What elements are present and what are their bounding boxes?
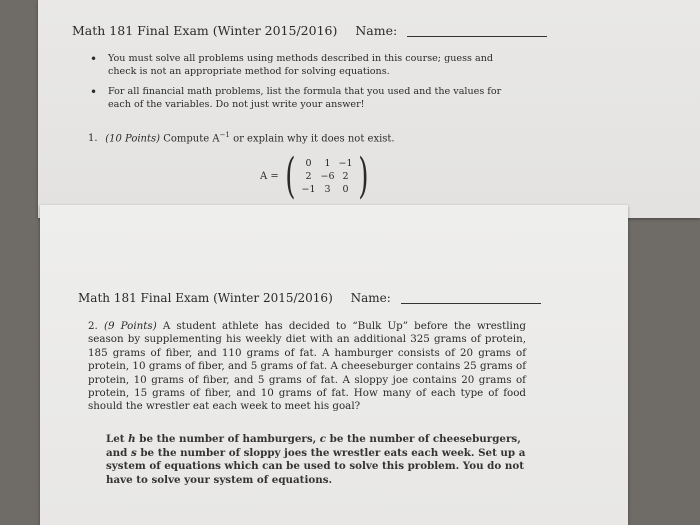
exam-title: Math 181 Final Exam (Winter 2015/2016) (72, 23, 338, 38)
matrix-label: A = (260, 170, 279, 182)
answer-let: Let (106, 433, 125, 445)
name-label: Name: (355, 23, 398, 38)
left-paren: ( (284, 148, 296, 204)
matrix-cell: 3 (324, 183, 331, 195)
exam-header-page-1 (72, 23, 547, 38)
problem-text-continued: or explain why it does not exist. (233, 133, 395, 145)
right-paren: ) (357, 148, 369, 204)
bullet-icon: • (90, 85, 98, 100)
problem-text: A student athlete has decided to “Bulk Up” before the wrestling season by supplementing his weekly diet with an additional 325 grams of protein, 185 grams of fiber, and 110 grams of fat. A hamburger consists of 20 grams of protein, 10 grams of fiber, and 5 grams of fat. A cheeseburger contains 25 grams of protein, 10 grams of fiber, and 5 grams of fat. A sloppy joe contains 20 grams of protein, 15 grams of fiber, and 10 grams of fat. How many of each type of food should the wrestler eat each week to meet his goal? (88, 320, 527, 413)
problem-points: (9 Points) (103, 320, 157, 332)
bullet-icon: • (90, 52, 98, 66)
matrix-cell: 2 (305, 170, 312, 182)
problem-text: Compute A (163, 133, 220, 145)
problem-number: 2. (88, 320, 98, 332)
exam-title: Math 181 Final Exam (Winter 2015/2016) (78, 291, 333, 305)
instruction-text: You must solve all problems using methods described in this course; guess and check is not an appropriate method for solving equations. (108, 53, 494, 77)
matrix-cell: −1 (301, 183, 316, 195)
instruction-text: For all financial math problems, list the formula that you used and the values for each of the variables. Do not just write your answer! (108, 86, 502, 110)
answer-instructions (106, 433, 526, 487)
problem-1 (88, 129, 395, 145)
matrix-cell: 1 (324, 157, 331, 169)
exam-header-page-2 (78, 291, 541, 305)
matrix-entries (300, 158, 354, 195)
matrix-cell: 2 (342, 170, 349, 182)
matrix-cell: 0 (305, 157, 312, 169)
instructions-list (90, 53, 520, 119)
matrix-A (260, 148, 372, 204)
instruction-item (90, 86, 520, 111)
matrix-cell: −1 (338, 157, 353, 169)
problem-2 (88, 320, 526, 414)
name-blank (401, 303, 541, 304)
problem-number: 1. (88, 133, 98, 145)
variable-c: c (319, 433, 327, 445)
answer-text: be the number of sloppy joes the wrestler eats each week. Set up a system of equations which can be used to solve this problem. You do not have to solve your system of equations. (106, 446, 526, 486)
matrix-cell: −6 (320, 170, 335, 182)
name-label: Name: (350, 291, 391, 305)
problem-points: (10 Points) (105, 133, 161, 145)
variable-s: s (130, 446, 137, 459)
answer-text: be the number of hamburgers, (139, 433, 317, 445)
instruction-item (90, 53, 520, 78)
inverse-exponent: −1 (219, 131, 230, 139)
variable-h: h (128, 433, 136, 445)
answer-text: be the number of cheeseburgers, and (106, 433, 521, 459)
matrix-cell: 0 (342, 183, 349, 195)
name-blank (407, 36, 547, 37)
